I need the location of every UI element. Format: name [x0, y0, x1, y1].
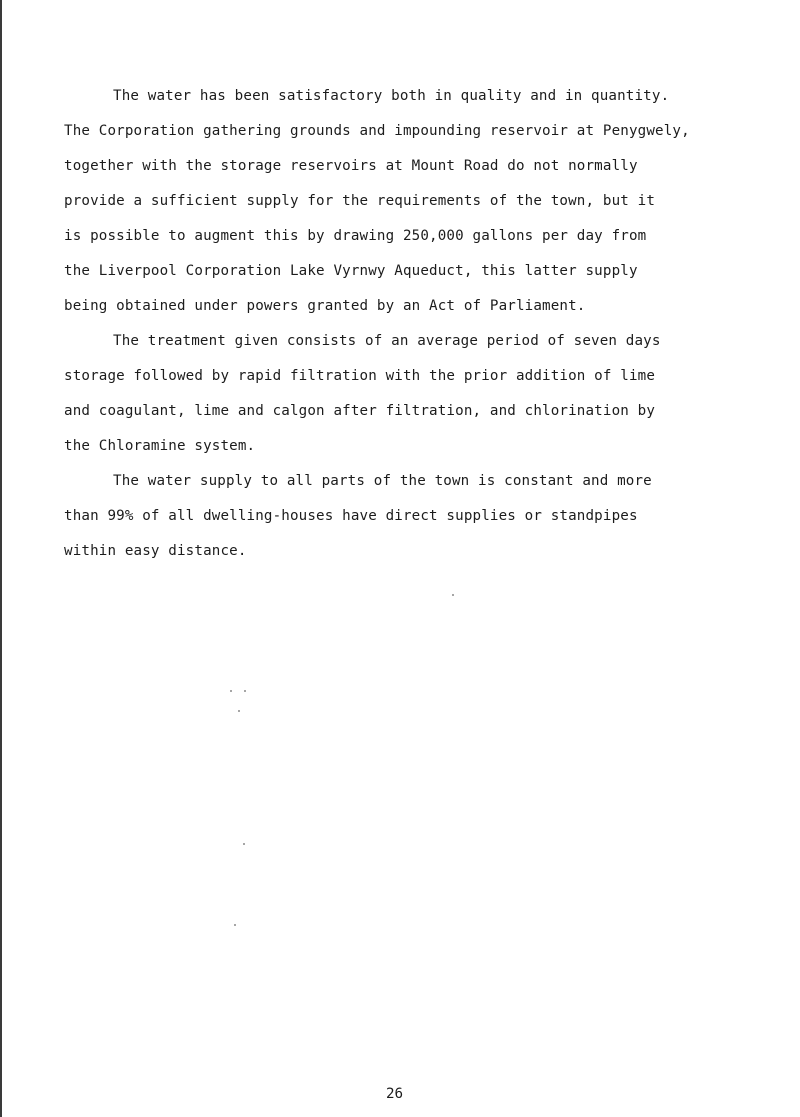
paragraph-1-line-7: being obtained under powers granted by an Act of Parliament.: [64, 298, 586, 314]
body-text: [64, 79, 794, 569]
paragraph-1-line-4: provide a sufficient supply for the requirements of the town, but it: [64, 193, 656, 209]
scan-speck: [243, 843, 245, 845]
paragraph-2-line-1: The treatment given consists of an average period of seven days: [113, 333, 661, 349]
paragraph-1-line-2: The Corporation gathering grounds and impounding reservoir at Penygwely,: [64, 123, 690, 139]
paragraph-3-line-3: within easy distance.: [64, 543, 247, 559]
paragraph-3-line-2: than 99% of all dwelling-houses have direct supplies or standpipes: [64, 508, 638, 524]
scan-speck: [244, 690, 246, 692]
scan-speck: [230, 690, 232, 692]
paragraph-1-line-6: the Liverpool Corporation Lake Vyrnwy Aqueduct, this latter supply: [64, 263, 638, 279]
paragraph-3-line-1: The water supply to all parts of the town is constant and more: [113, 473, 652, 489]
paragraph-1-line-1: The water has been satisfactory both in quality and in quantity.: [113, 88, 670, 104]
paragraph-1-line-3: together with the storage reservoirs at Mount Road do not normally: [64, 158, 638, 174]
paragraph-2-line-3: and coagulant, lime and calgon after filtration, and chlorination by: [64, 403, 656, 419]
scan-speck: [234, 924, 236, 926]
scan-speck: [452, 594, 454, 596]
page-number: 26: [386, 1086, 404, 1102]
scan-left-edge: [0, 0, 2, 1117]
paragraph-2-line-2: storage followed by rapid filtration with the prior addition of lime: [64, 368, 656, 384]
paragraph-1-line-5: is possible to augment this by drawing 250,000 gallons per day from: [64, 228, 647, 244]
paragraph-2-line-4: the Chloramine system.: [64, 438, 256, 454]
scan-speck: [238, 710, 240, 712]
